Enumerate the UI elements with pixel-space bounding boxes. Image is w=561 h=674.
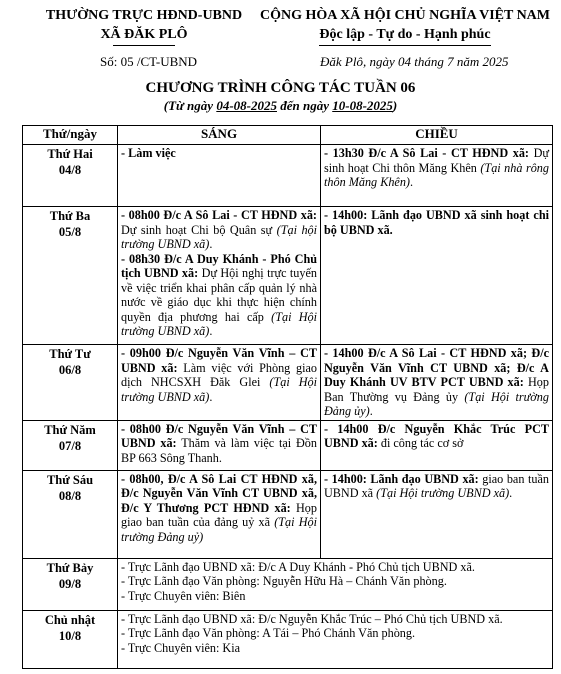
schedule-entry: [121, 252, 317, 339]
date-range-prefix: (Từ ngày: [163, 98, 217, 113]
day-date: 08/8: [58, 488, 82, 503]
schedule-entry: [324, 422, 549, 451]
entry-text: Làm việc với Phòng giao dịch NHCSXH Đăk Glei: [121, 360, 318, 389]
morning-cell: [118, 420, 321, 470]
column-header-afternoon: CHIỀU: [321, 126, 553, 145]
schedule-entry: [121, 346, 317, 404]
weekend-day-cell: [23, 610, 118, 668]
place-date: Đăk Plô, ngày 04 tháng 7 năm 2025: [320, 54, 509, 69]
day-date: 10/8: [58, 628, 82, 643]
date-range: [0, 98, 561, 114]
authority-line1: THƯỜNG TRỰC HĐND-UBND: [45, 8, 243, 23]
table-header-row: [23, 126, 553, 145]
schedule-table: [22, 125, 553, 669]
table-row: [23, 145, 553, 207]
morning-cell: [118, 207, 321, 345]
day-date: 04/8: [58, 163, 82, 177]
table-row: [23, 610, 553, 668]
day-name: Thứ Ba: [49, 209, 91, 223]
entry-lead: - 14h00: Lãnh đạo UBND xã sinh hoạt chi bộ UBND xã.: [324, 208, 549, 237]
entry-lead: - 14h00 Đ/c A Sô Lai - CT HĐND xã; Đ/c Nguyễn Văn Vĩnh CT UBND xã; Đ/c A Duy Khánh UV BTV PCT UBND xã:: [324, 346, 549, 389]
morning-cell: [118, 345, 321, 421]
duty-line: - Trực Lãnh đạo UBND xã: Đ/c Nguyễn Khắc Trúc – Phó Chủ tịch UBND xã.: [121, 611, 503, 626]
afternoon-cell: [321, 145, 553, 207]
entry-location: (Tại Hội trường UBND xã): [121, 309, 317, 338]
table-row: [23, 345, 553, 421]
motto-underline: [319, 45, 490, 46]
day-date: 05/8: [58, 225, 82, 239]
entry-location: (Tại Hội trường Đảng ủy): [324, 389, 549, 418]
authority-underline: [113, 45, 175, 46]
date-range-suffix: ): [392, 98, 398, 113]
date-to: 10-08-2025: [332, 98, 393, 113]
duty-line: - Trực Lãnh đạo UBND xã: Đ/c A Duy Khánh - Phó Chủ tịch UBND xã.: [121, 559, 475, 574]
entry-lead: - 08h00 Đ/c A Sô Lai - CT HĐND xã:: [121, 208, 317, 222]
entry-lead: - 13h30 Đ/c A Sô Lai - CT HĐND xã:: [324, 146, 529, 160]
entry-text: đi công tác cơ sở: [377, 436, 464, 450]
schedule-entry: [324, 472, 549, 501]
duty-cell: [118, 610, 553, 668]
column-header-day: Thứ/ngày: [23, 126, 118, 145]
afternoon-cell: [321, 470, 553, 558]
day-date: 09/8: [58, 576, 82, 591]
day-name: Thứ Tư: [49, 347, 91, 361]
entry-lead: - 14h00 Đ/c Nguyễn Khắc Trúc PCT UBND xã:: [324, 421, 549, 450]
entry-location: (Tại Hội trường Đảng uỷ): [121, 515, 317, 544]
entry-lead: - 08h00, Đ/c A Sô Lai CT HĐND xã, Đ/c Nguyễn Văn Vĩnh CT UBND xã, Đ/c Y Thương PCT HĐND xã:: [121, 471, 317, 515]
entry-lead: - 14h00: Lãnh đạo UBND xã:: [324, 471, 479, 486]
schedule-entry: [121, 208, 317, 252]
schedule-entry: [121, 146, 317, 161]
afternoon-cell: [321, 420, 553, 470]
date-range-middle: đến ngày: [276, 98, 333, 113]
table-row: [23, 420, 553, 470]
entry-location: (Tại hội trường UBND xã): [121, 222, 318, 251]
day-name: Chủ nhật: [44, 612, 96, 627]
day-date: 06/8: [58, 363, 82, 377]
entry-text: Họp giao ban tuần của đảng uỷ xã: [121, 500, 317, 529]
schedule-entry: [324, 346, 549, 419]
entry-text: Dự Hội nghị trực tuyến về việc triển khai phân cấp quản lý nhà nước về giáo dục khi thực hiện chính quyền địa phương hai cấp: [121, 266, 317, 324]
afternoon-cell: [321, 345, 553, 421]
table-row: [23, 470, 553, 558]
weekday-day-cell: [23, 420, 118, 470]
entry-lead: - 08h30 Đ/c A Duy Khánh - Phó Chủ tịch UBND xã:: [121, 251, 317, 280]
authority-line2: [100, 26, 187, 46]
entry-text: Họp Ban Thường vụ Đảng ủy: [324, 375, 549, 404]
entry-text: giao ban tuần UBND xã: [324, 471, 549, 500]
afternoon-cell: [321, 207, 553, 345]
weekday-day-cell: [23, 345, 118, 421]
entry-end: .: [509, 486, 513, 500]
weekday-day-cell: [23, 145, 118, 207]
entry-location: (Tại Hội trường UBND xã): [376, 486, 510, 500]
duty-line: - Trực Lãnh đạo Văn phòng: A Tái – Phó Chánh Văn phòng.: [121, 626, 416, 640]
table-row: [23, 558, 553, 610]
entry-lead: - Làm việc: [121, 146, 176, 160]
entry-lead: - 08h00 Đ/c Nguyễn Văn Vĩnh – CT UBND xã:: [121, 421, 317, 450]
document-title: CHƯƠNG TRÌNH CÔNG TÁC TUẦN 06: [145, 80, 416, 96]
day-date: 07/8: [58, 438, 82, 453]
weekend-day-cell: [23, 558, 118, 610]
morning-cell: [118, 470, 321, 558]
entry-text: Dự sinh hoạt Chi thôn Măng Khên: [324, 146, 549, 175]
schedule-entry: [121, 472, 317, 545]
schedule-entry: [121, 422, 317, 466]
date-from: 04-08-2025: [216, 98, 277, 113]
duty-line: - Trực Lãnh đạo Văn phòng: Nguyễn Hữu Hà – Chánh Văn phòng.: [121, 574, 447, 588]
entry-end: .: [409, 175, 414, 189]
duty-line: - Trực Chuyên viên: Biên: [121, 588, 246, 603]
entry-end: .: [369, 404, 373, 418]
table-row: [23, 207, 553, 345]
duty-line: - Trực Chuyên viên: Kia: [121, 640, 240, 655]
weekday-day-cell: [23, 470, 118, 558]
entry-location: (Tại Hội trường UBND xã): [121, 375, 317, 404]
entry-end: .: [209, 324, 213, 338]
schedule-body: [23, 145, 553, 669]
nation-motto-text: Độc lập - Tự do - Hạnh phúc: [319, 27, 491, 42]
nation-motto: [319, 26, 490, 46]
entry-text: Dự sinh hoạt Chi bộ Quân sự: [121, 222, 277, 237]
duty-cell: [118, 558, 553, 610]
entry-text: Thăm và làm việc tại Đồn BP 663 Sông Thanh.: [121, 436, 317, 465]
weekday-day-cell: [23, 207, 118, 345]
column-header-morning: SÁNG: [118, 126, 321, 145]
nation-name: CỘNG HÒA XÃ HỘI CHỦ NGHĨA VIỆT NAM: [259, 8, 550, 23]
entry-end: .: [209, 237, 213, 251]
authority-line2-text: XÃ ĐĂK PLÔ: [100, 27, 188, 42]
day-name: Thứ Sáu: [46, 472, 94, 487]
morning-cell: [118, 145, 321, 207]
schedule-entry: [324, 208, 549, 237]
schedule-entry: [324, 146, 549, 190]
day-name: Thứ Bảy: [46, 560, 94, 575]
entry-location: (Tại nhà rông thôn Măng Khên): [324, 160, 549, 189]
day-name: Thứ Năm: [44, 422, 96, 437]
document-number: Số: 05 /CT-UBND: [100, 54, 198, 69]
entry-end: .: [209, 389, 213, 404]
issuing-authority: [30, 7, 258, 46]
entry-lead: - 09h00 Đ/c Nguyễn Văn Vĩnh – CT UBND xã:: [121, 346, 317, 375]
day-name: Thứ Hai: [47, 147, 93, 161]
national-header: [258, 7, 552, 46]
